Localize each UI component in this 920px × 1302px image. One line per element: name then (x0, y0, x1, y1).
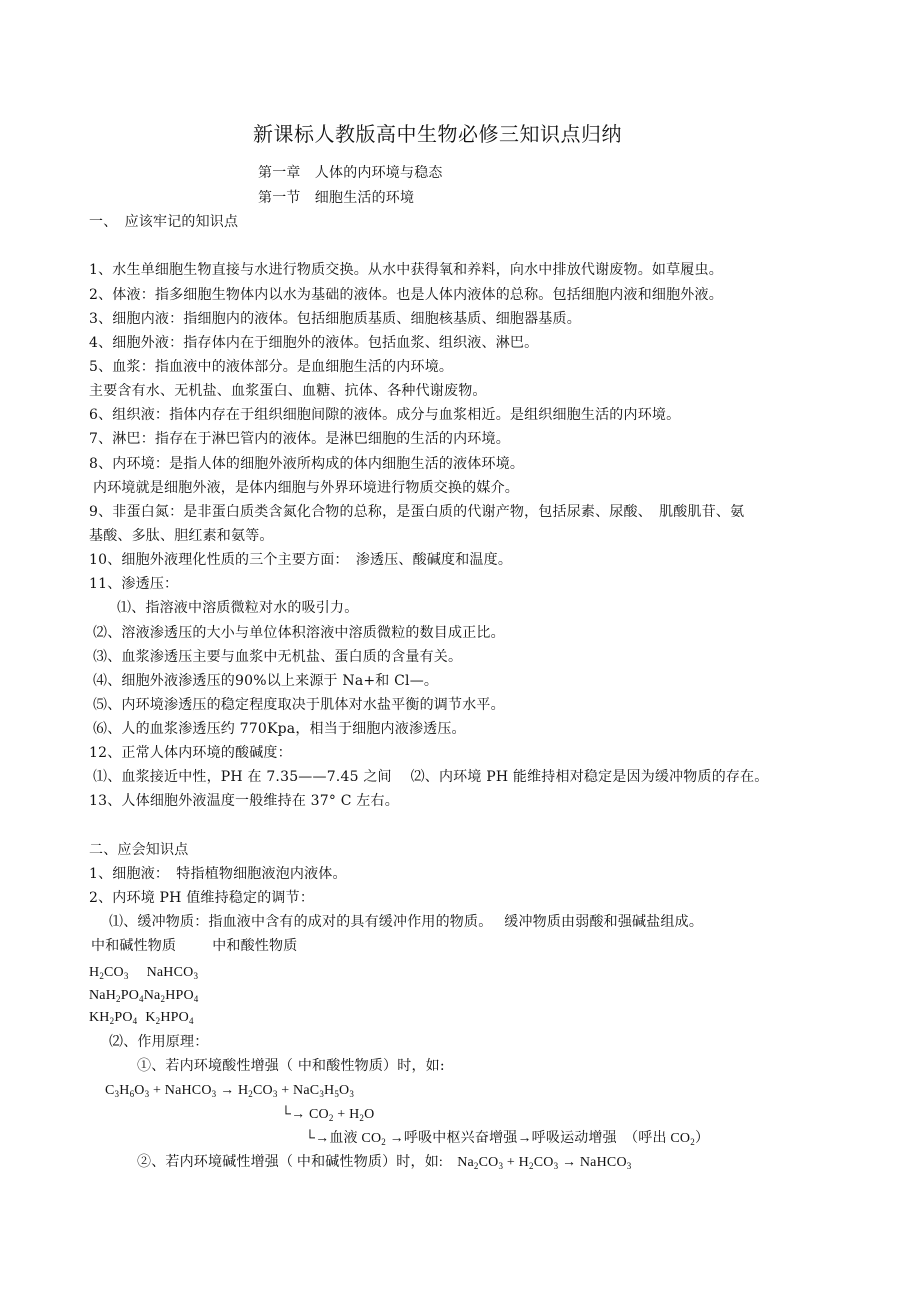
document-title: 新课标人教版高中生物必修三知识点归纳 (253, 122, 622, 146)
list-item: 主要含有水、无机盐、血浆蛋白、血糖、抗体、各种代谢废物。 (89, 383, 487, 399)
buffer-pair-row (89, 964, 198, 982)
case1-branch-respiration: └→血液 $CO_2$ →呼吸中枢兴奋增强→呼吸运动增强 （呼出 $CO_2$） (305, 1131, 710, 1147)
list-item: 9、非蛋白氮：是非蛋白质类含氮化合物的总称，是蛋白质的代谢产物，包括尿素、尿酸、 肌酸肌苷、氨 (89, 504, 745, 520)
formula: $H_2CO_3$ (89, 965, 129, 981)
list-item: ⑶、血浆渗透压主要与血浆中无机盐、蛋白质的含量有关。 (93, 649, 463, 665)
list-item: 3、细胞内液：指细胞内的液体。包括细胞质基质、细胞核基质、细胞器基质。 (89, 311, 581, 327)
list-item: 8、内环境：是指人体的细胞外液所构成的体内细胞生活的液体环境。 (89, 456, 525, 472)
part2-heading: 二、应会知识点 (89, 842, 189, 858)
part1-heading: 一、 应该牢记的知识点 (89, 214, 239, 230)
formula: $KH_2PO_4$ (89, 1010, 138, 1026)
list-item: 1、细胞液： 特指植物细胞液泡内液体。 (89, 866, 347, 882)
list-item: 2、体液：指多细胞生物体内以水为基础的液体。也是人体内液体的总称。包括细胞内液和细胞外液。 (89, 287, 723, 303)
list-item: ⑴、缓冲物质：指血液中含有的成对的具有缓冲作用的物质。 缓冲物质由弱酸和强碱盐组成。 (109, 914, 704, 930)
list-item: ⑸、内环境渗透压的稳定程度取决于肌体对水盐平衡的调节水平。 (93, 697, 505, 713)
formula: $Na_2HPO_4$ (143, 988, 199, 1004)
list-item: 内环境就是细胞外液，是体内细胞与外界环境进行物质交换的媒介。 (93, 480, 519, 496)
formula: NaHCO$_3$ (146, 965, 199, 981)
list-item: ⑵、溶液渗透压的大小与单位体积溶液中溶质微粒的数目成正比。 (93, 625, 505, 641)
formula: $K_2HPO_4$ (145, 1010, 194, 1026)
list-item: 7、淋巴：指存在于淋巴管内的液体。是淋巴细胞的生活的内环境。 (89, 431, 510, 447)
list-item: ⑴、指溶液中溶质微粒对水的吸引力。 (117, 600, 359, 616)
list-item: 基酸、多肽、胆红素和氨等。 (89, 528, 274, 544)
list-item: ⑴、血浆接近中性，PH 在 7.35——7.45 之间 ⑵、内环境 PH 能维持相对稳定是因为缓冲物质的存在。 (93, 769, 769, 785)
section-heading: 第一节 细胞生活的环境 (258, 190, 415, 206)
case1-equation: $C_3H_6O_3$ + NaHCO$_3$ → $H_2CO_3 + NaC_3H_5O_3$ (105, 1083, 355, 1099)
buffer-pair-row (89, 987, 199, 1005)
case1-branch-products: └→ $CO_2 + H_2O$ (281, 1107, 375, 1123)
list-item: 6、组织液：指体内存在于组织细胞间隙的液体。成分与血浆相近。是组织细胞生活的内环境。 (89, 407, 681, 423)
formula: $NaH_2PO_4$ (89, 988, 144, 1004)
buffer-header-right: 中和酸性物质 (212, 938, 298, 954)
list-item: 1、水生单细胞生物直接与水进行物质交换。从水中获得氧和养料，向水中排放代谢废物。如草履虫。 (89, 262, 723, 278)
case1-intro: ①、若内环境酸性增强（ 中和酸性物质）时，如: (137, 1058, 445, 1074)
list-item: 13、人体细胞外液温度一般维持在 37° C 左右。 (89, 793, 399, 809)
buffer-header-left: 中和碱性物质 (91, 938, 177, 954)
list-item: 2、内环境 PH 值维持稳定的调节： (89, 890, 315, 906)
list-item: 12、正常人体内环境的酸碱度： (89, 745, 292, 761)
mechanism-heading: ⑵、作用原理： (109, 1034, 209, 1050)
list-item: 10、细胞外液理化性质的三个主要方面： 渗透压、酸碱度和温度。 (89, 552, 513, 568)
case2-line: ②、若内环境碱性增强（ 中和碱性物质）时，如: $Na_2CO_3 + H_2CO_3$ → NaHCO$_3$ (137, 1155, 632, 1171)
list-item: 11、渗透压： (89, 576, 179, 592)
list-item: ⑹、人的血浆渗透压约 770Kpa，相当于细胞内液渗透压。 (93, 721, 466, 737)
list-item: 4、细胞外液：指存体内在于细胞外的液体。包括血浆、组织液、淋巴。 (89, 335, 539, 351)
buffer-pair-row (89, 1009, 194, 1027)
buffer-headers (91, 937, 297, 955)
list-item: 5、血浆：指血液中的液体部分。是血细胞生活的内环境。 (89, 359, 454, 375)
list-item: ⑷、细胞外液渗透压的90%以上来源于 Na+和 Cl—。 (93, 673, 439, 689)
chapter-heading: 第一章 人体的内环境与稳态 (258, 165, 443, 181)
